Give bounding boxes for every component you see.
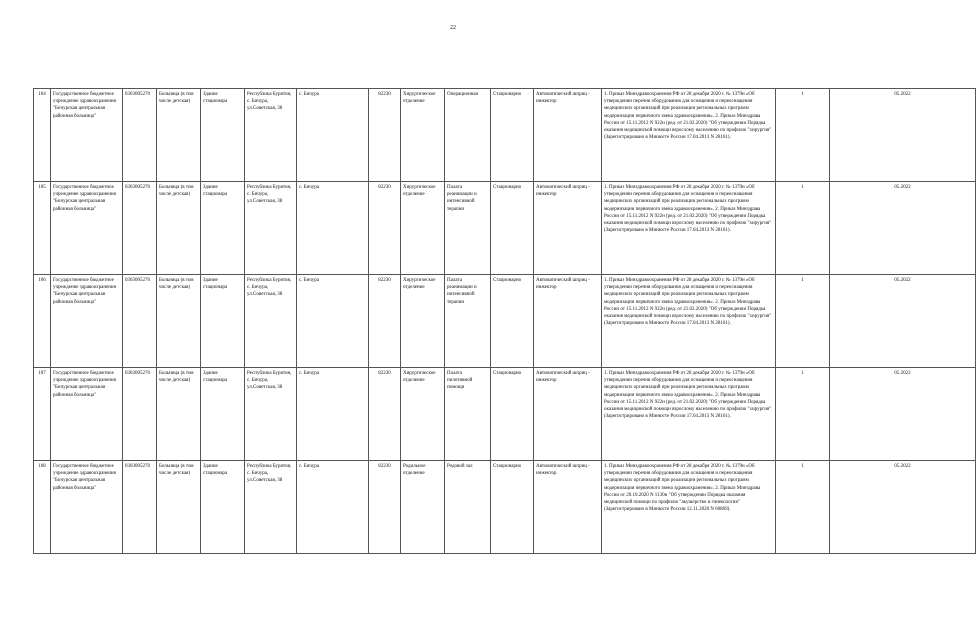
okato-code-cell: 82230 <box>369 275 401 368</box>
organization-name-cell: Государственное бюджетное учреждение здравоохранения "Бичурская центральная районная больница" <box>51 275 123 368</box>
org-code-cell: 0303005270 <box>123 275 157 368</box>
care-condition-cell: Стационарно <box>491 182 534 275</box>
legal-basis-cell: 1. Приказ Минздравоохранения РФ от 28 декабря 2020 г. № 1379н «Об утверждении перечня оборудования для оснащения и переоснащения медицинских организаций при реализации региональных программ модернизации первичного звена здравоохранения». 2. Приказ Минздрава России от 20.10.2020 N 1130н "Об утверждении Порядка оказания медицинской помощи по профилю "акушерство и гинекология" (Зарегистрировано в Минюсте России 12.11.2020 N 60869). <box>602 461 776 554</box>
department-cell: Хирургическое отделение <box>401 275 445 368</box>
quantity-cell: 1 <box>776 368 830 461</box>
quantity-cell: 1 <box>776 275 830 368</box>
delivery-date-cell: 05.2022 <box>830 182 976 275</box>
organization-name-cell: Государственное бюджетное учреждение здравоохранения "Бичурская центральная районная больница" <box>51 461 123 554</box>
department-cell: Хирургическое отделение <box>401 368 445 461</box>
okato-code-cell: 82230 <box>369 182 401 275</box>
quantity-cell: 1 <box>776 182 830 275</box>
locality-cell: с. Бичура <box>297 89 369 182</box>
unit-name-cell: Родовой зал <box>445 461 491 554</box>
okato-code-cell: 82230 <box>369 368 401 461</box>
row-number-cell: 104 <box>34 89 51 182</box>
facility-type-cell: Больница (в том числе детская) <box>157 368 201 461</box>
address-cell: Республика Бурятия, с. Бичура, ул.Советская, 38 <box>245 368 297 461</box>
department-cell: Хирургическое отделение <box>401 182 445 275</box>
delivery-date-cell: 05.2022 <box>830 275 976 368</box>
row-number-cell: 105 <box>34 182 51 275</box>
facility-type-cell: Больница (в том числе детская) <box>157 461 201 554</box>
table-row <box>34 182 976 275</box>
equipment-name-cell: Автоматический шприц - инжектор <box>534 182 602 275</box>
legal-basis-cell: 1. Приказ Минздравоохранения РФ от 28 декабря 2020 г. № 1379н «Об утверждении перечня оборудования для оснащения и переоснащения медицинских организаций при реализации региональных программ модернизации первичного звена здравоохранения». 2. Приказ Минздрава России от 15.11.2012 N 922н (ред. от 21.02.2020) "Об утверждении Порядка оказания медицинской помощи взрослому населению по профилю "хирургия" (Зарегистрировано в Минюсте России 17.04.2013 N 28161). <box>602 275 776 368</box>
table-row <box>34 275 976 368</box>
care-condition-cell: Стационарно <box>491 89 534 182</box>
okato-code-cell: 82230 <box>369 89 401 182</box>
building-name-cell: Здание стационара <box>201 275 245 368</box>
care-condition-cell: Стационарно <box>491 368 534 461</box>
org-code-cell: 0303005270 <box>123 368 157 461</box>
equipment-name-cell: Автоматический шприц - инжектор <box>534 368 602 461</box>
table-row <box>34 89 976 182</box>
equipment-table <box>33 88 976 554</box>
building-name-cell: Здание стационара <box>201 368 245 461</box>
building-name-cell: Здание стационара <box>201 182 245 275</box>
address-cell: Республика Бурятия, с. Бичура, ул.Советская, 38 <box>245 182 297 275</box>
delivery-date-cell: 05.2022 <box>830 461 976 554</box>
quantity-cell: 1 <box>776 461 830 554</box>
care-condition-cell: Стационарно <box>491 461 534 554</box>
locality-cell: с. Бичура <box>297 275 369 368</box>
care-condition-cell: Стационарно <box>491 275 534 368</box>
org-code-cell: 0303005270 <box>123 461 157 554</box>
org-code-cell: 0303005270 <box>123 182 157 275</box>
unit-name-cell: Палата пилотивной помощи <box>445 368 491 461</box>
department-cell: Родильное отделение <box>401 461 445 554</box>
row-number-cell: 108 <box>34 461 51 554</box>
organization-name-cell: Государственное бюджетное учреждение здравоохранения "Бичурская центральная районная больница" <box>51 89 123 182</box>
page-number: 22 <box>450 25 456 31</box>
locality-cell: с. Бичура <box>297 182 369 275</box>
table-row <box>34 461 976 554</box>
department-cell: Хирургическое отделение <box>401 89 445 182</box>
address-cell: Республика Бурятия, с. Бичура, ул.Советская, 38 <box>245 461 297 554</box>
legal-basis-cell: 1. Приказ Минздравоохранения РФ от 28 декабря 2020 г. № 1379н «Об утверждении перечня оборудования для оснащения и переоснащения медицинских организаций при реализации региональных программ модернизации первичного звена здравоохранения». 2. Приказ Минздрава России от 15.11.2012 N 922н (ред. от 21.02.2020) "Об утверждении Порядка оказания медицинской помощи взрослому населению по профилю "хирургия" (Зарегистрировано в Минюсте России 17.04.2013 N 28161). <box>602 89 776 182</box>
row-number-cell: 106 <box>34 275 51 368</box>
organization-name-cell: Государственное бюджетное учреждение здравоохранения "Бичурская центральная районная больница" <box>51 368 123 461</box>
facility-type-cell: Больница (в том числе детская) <box>157 182 201 275</box>
organization-name-cell: Государственное бюджетное учреждение здравоохранения "Бичурская центральная районная больница" <box>51 182 123 275</box>
equipment-name-cell: Автоматический шприц - инжектор <box>534 461 602 554</box>
legal-basis-cell: 1. Приказ Минздравоохранения РФ от 28 декабря 2020 г. № 1379н «Об утверждении перечня оборудования для оснащения и переоснащения медицинских организаций при реализации региональных программ модернизации первичного звена здравоохранения». 2. Приказ Минздрава России от 15.11.2012 N 922н (ред. от 21.02.2020) "Об утверждении Порядка оказания медицинской помощи взрослому населению по профилю "хирургия" (Зарегистрировано в Минюсте России 17.04.2013 N 28161). <box>602 182 776 275</box>
locality-cell: с. Бичура <box>297 461 369 554</box>
address-cell: Республика Бурятия, с. Бичура, ул.Советская, 38 <box>245 275 297 368</box>
okato-code-cell: 82230 <box>369 461 401 554</box>
building-name-cell: Здание стационара <box>201 461 245 554</box>
delivery-date-cell: 05.2022 <box>830 368 976 461</box>
unit-name-cell: Палата реанимации и интенсивной терапии <box>445 275 491 368</box>
unit-name-cell: Палата реанимации и интенсивной терапии <box>445 182 491 275</box>
equipment-name-cell: Автоматический шприц - инжектор <box>534 89 602 182</box>
facility-type-cell: Больница (в том числе детская) <box>157 89 201 182</box>
org-code-cell: 0303005270 <box>123 89 157 182</box>
delivery-date-cell: 05.2022 <box>830 89 976 182</box>
quantity-cell: 1 <box>776 89 830 182</box>
building-name-cell: Здание стационара <box>201 89 245 182</box>
locality-cell: с. Бичура <box>297 368 369 461</box>
legal-basis-cell: 1. Приказ Минздравоохранения РФ от 28 декабря 2020 г. № 1379н «Об утверждении перечня оборудования для оснащения и переоснащения медицинских организаций при реализации региональных программ модернизации первичного звена здравоохранения». 2. Приказ Минздрава России от 15.11.2012 N 922н (ред. от 21.02.2020) "Об утверждении Порядка оказания медицинской помощи взрослому населению по профилю "хирургия" (Зарегистрировано в Минюсте России 17.04.2013 N 28161). <box>602 368 776 461</box>
address-cell: Республика Бурятия, с. Бичура, ул.Советская, 38 <box>245 89 297 182</box>
row-number-cell: 107 <box>34 368 51 461</box>
unit-name-cell: Операционная <box>445 89 491 182</box>
table-row <box>34 368 976 461</box>
equipment-name-cell: Автоматический шприц - инжектор <box>534 275 602 368</box>
facility-type-cell: Больница (в том числе детская) <box>157 275 201 368</box>
